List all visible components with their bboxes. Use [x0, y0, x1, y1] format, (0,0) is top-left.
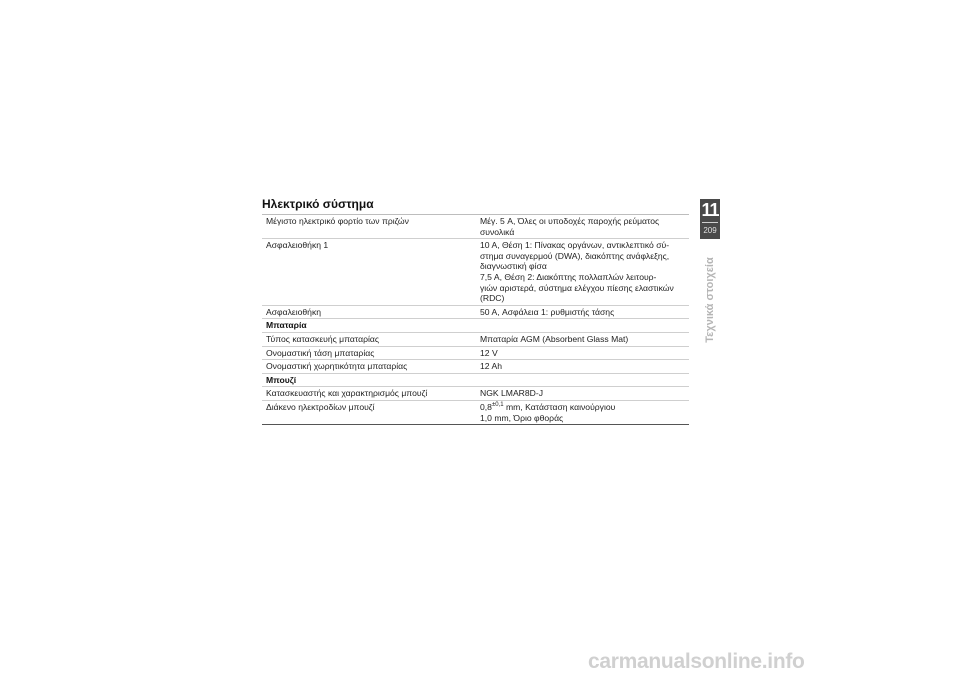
section-title: Ηλεκτρικό σύστημα — [262, 197, 374, 211]
row-label: Ονομαστική τάση μπαταρίας — [266, 347, 375, 358]
row-label: Ασφαλειοθήκη 1 — [266, 240, 329, 251]
value-line: γιών αριστερά, σύστημα ελέγχου πίεσης ελαστικών — [480, 282, 674, 293]
row-label: Μέγιστο ηλεκτρικό φορτίο των πριζών — [266, 216, 409, 226]
row-value: Μπαταρία AGM (Absorbent Glass Mat) — [480, 333, 629, 344]
watermark: carmanualsonline.info — [588, 650, 805, 673]
value-line — [480, 402, 689, 413]
group-heading-label: Μπαταρία — [266, 320, 307, 331]
spec-table — [262, 214, 689, 425]
table-row — [262, 360, 689, 374]
row-value — [476, 215, 689, 238]
value-line: 50 A, Ασφάλεια 1: ρυθμιστής τάσης — [480, 306, 615, 317]
row-value — [476, 306, 689, 319]
chapter-badge — [700, 199, 720, 239]
group-heading-label: Μπουζί — [266, 374, 297, 385]
value-line: στημα συναγερμού (DWA), διακόπτης ανάφλεξης, — [480, 250, 670, 261]
gap-base: 0,8 — [480, 401, 492, 412]
group-heading-battery — [262, 319, 689, 333]
value-line: συνολικά — [480, 226, 515, 237]
table-row — [262, 387, 689, 401]
gap-tolerance: ±0,1 — [491, 401, 504, 408]
chapter-divider — [702, 222, 718, 223]
value-line: 1,0 mm, Όριο φθοράς — [480, 412, 564, 423]
value-line: 7,5 A, Θέση 2: Διακόπτης πολλαπλών λειτουρ- — [480, 271, 657, 282]
row-value — [476, 239, 689, 305]
row-value — [476, 401, 689, 424]
chapter-number: 11 — [701, 200, 719, 220]
page-number: 209 — [703, 226, 717, 235]
row-value: NGK LMAR8D-J — [480, 388, 544, 399]
value-line: διαγνωστική φίσα — [480, 261, 547, 272]
row-label: Τύπος κατασκευής μπαταρίας — [266, 333, 380, 344]
row-label: Ονομαστική χωρητικότητα μπαταρίας — [266, 361, 408, 372]
group-heading-spark-plug — [262, 374, 689, 388]
row-label: Διάκενο ηλεκτροδίων μπουζί — [266, 401, 375, 412]
value-line: (RDC) — [480, 293, 505, 304]
value-line: 10 A, Θέση 1: Πίνακας οργάνων, αντικλεπτικό σύ- — [480, 240, 670, 251]
row-value: 12 V — [480, 347, 498, 358]
row-value: 12 Ah — [480, 361, 502, 372]
gap-rest: mm, Κατάσταση καινούργιου — [503, 401, 616, 412]
table-row — [262, 239, 689, 306]
chapter-side-label: Τεχνικά στοιχεία — [704, 257, 716, 343]
value-line: Μέγ. 5 A, Όλες οι υποδοχές παροχής ρεύματος — [480, 216, 660, 226]
table-row — [262, 215, 689, 239]
table-row — [262, 333, 689, 347]
row-label: Ασφαλειοθήκη — [266, 306, 322, 317]
table-row — [262, 347, 689, 361]
table-row — [262, 401, 689, 424]
row-label: Κατασκευαστής και χαρακτηρισμός μπουζί — [266, 388, 428, 399]
table-row — [262, 306, 689, 320]
